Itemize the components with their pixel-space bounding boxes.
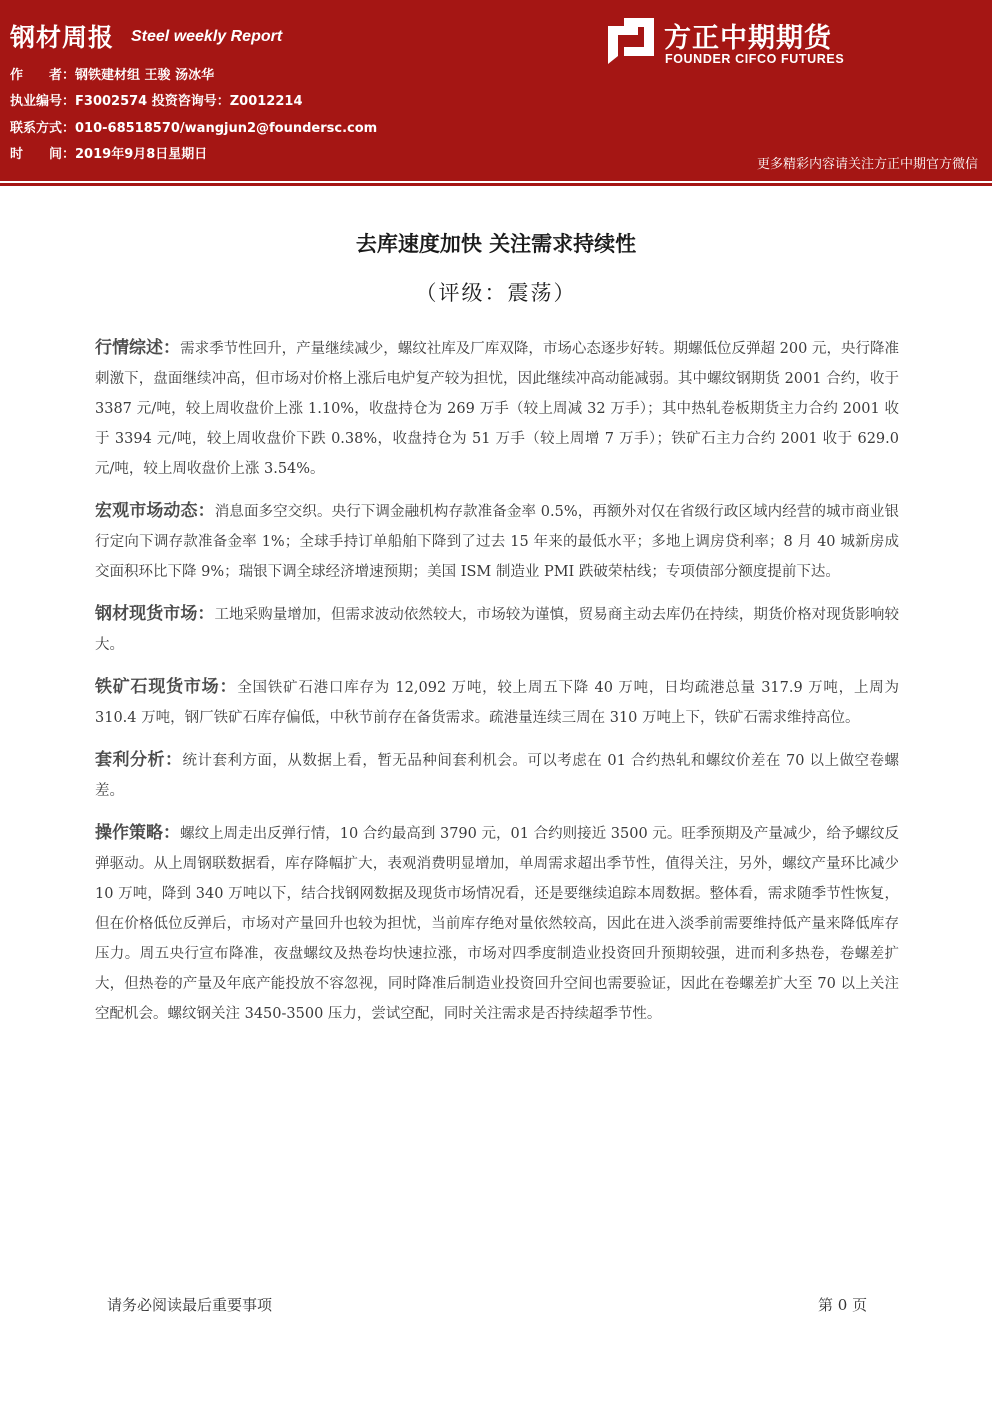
- license-row: [10, 90, 302, 109]
- section-text: 全国铁矿石港口库存为 12,092 万吨，较上周五下降 40 万吨，日均疏港总量 317.9 万吨，上周为 310.4 万吨，钢厂铁矿石库存偏低，中秋节前存在备货需求。疏港量连续三周在 310 万吨上下，铁矿石需求维持高位。: [95, 680, 900, 726]
- header-divider-thin: [0, 183, 992, 186]
- report-header: [0, 0, 992, 175]
- date-value: 2019年9月8日星期日: [75, 147, 208, 162]
- report-title: 钢材周报: [10, 23, 115, 52]
- macro-section: [95, 496, 899, 587]
- license-label: 执业编号：: [10, 94, 76, 109]
- date-row: [10, 143, 207, 162]
- section-text: 螺纹上周走出反弹行情，10 合约最高到 3790 元，01 合约则接近 3500 元。旺季预期及产量减少，给予螺纹反弹驱动。从上周钢联数据看，库存降幅扩大，表观消费明显增加，单周需求超出季节性，值得关注，另外，螺纹产量环比减少 10 万吨，降到 340 万吨以下，结合找钢网数据及现货市场情况看，还是要继续追踪本周数据。整体看，需求随季节性恢复，但在价格低位反弹后，市场对产量回升也较为担忧，当前库存绝对量依然较高，因此在进入淡季前需要维持低产量来降低库存压力。周五央行宣布降准，夜盘螺纹及热卷均快速拉涨，市场对四季度制造业投资回升预期较强，进而利多热卷，卷螺差扩大，但热卷的产量及年底产能投放不容忽视，同时降准后制造业投资回升空间也需要验证，因此在卷螺差扩大至 70 以上关注空配机会。螺纹钢关注 3450-3500 压力，尝试空配，同时关注需求是否持续超季节性。: [95, 826, 900, 1022]
- author-label: 作 者：: [10, 68, 76, 83]
- steel-spot-section: [95, 599, 899, 660]
- market-overview-section: [95, 333, 899, 484]
- section-text: 工地采购量增加，但需求波动依然较大，市场较为谨慎，贸易商主动去库仍在持续，期货价格对现货影响较大。: [95, 607, 900, 653]
- license-value: F3002574 投资咨询号：Z0012214: [75, 94, 303, 109]
- rating: （评级：震荡）: [415, 281, 577, 305]
- section-text: 需求季节性回升，产量继续减少，螺纹社库及厂库双降，市场心态逐步好转。期螺低位反弹超 200 元，央行降准刺激下，盘面继续冲高，但市场对价格上涨后电炉复产较为担忧，因此继续冲高动能减弱。其中螺纹钢期货 2001 合约，收于 3387 元/吨，较上周收盘价上涨 1.10%，收盘持仓为 269 万手（较上周减 32 万手）；其中热轧卷板期货主力合约 2001 收于 3394 元/吨，较上周收盘价下跌 0.38%，收盘持仓为 51 万手（较上周增 7 万手）；铁矿石主力合约 2001 收于 629.0 元/吨，较上周收盘价上涨 3.54%。: [95, 341, 900, 477]
- author-value: 钢铁建材组 王骏 汤冰华: [75, 68, 215, 83]
- date-label: 时 间：: [10, 147, 76, 162]
- section-label: 铁矿石现货市场：: [95, 677, 238, 697]
- strategy-section: [95, 818, 899, 1029]
- section-label: 宏观市场动态：: [95, 501, 215, 521]
- document-title: 去库速度加快 关注需求持续性: [355, 232, 637, 256]
- logo-english-name: FOUNDER CIFCO FUTURES: [665, 52, 845, 66]
- author-row: [10, 64, 214, 83]
- footer-notice: 请务必阅读最后重要事项: [107, 1296, 273, 1314]
- founder-logo-icon: [608, 18, 654, 64]
- page-number: 第 0 页: [818, 1296, 868, 1314]
- contact-value[interactable]: 010-68518570/wangjun2@foundersc.com: [75, 121, 378, 136]
- report-subtitle: Steel weekly Report: [131, 28, 283, 45]
- company-logo: [608, 18, 908, 70]
- section-label: 操作策略：: [95, 823, 181, 843]
- header-divider: [0, 175, 992, 181]
- contact-row: [10, 117, 377, 136]
- section-label: 钢材现货市场：: [95, 604, 215, 624]
- arbitrage-section: [95, 745, 899, 806]
- section-text: 统计套利方面，从数据上看，暂无品种间套利机会。可以考虑在 01 合约热轧和螺纹价差在 70 以上做空卷螺差。: [95, 753, 899, 799]
- iron-ore-section: [95, 672, 899, 733]
- report-body: [95, 333, 899, 1041]
- section-label: 行情综述：: [95, 338, 181, 358]
- section-label: 套利分析：: [95, 750, 183, 770]
- section-text: 消息面多空交织。央行下调金融机构存款准备金率 0.5%，再额外对仅在省级行政区域内经营的城市商业银行定向下调存款准备金率 1%；全球手持订单船舶下降到了过去 15 年来的最低水平；多地上调房贷利率；8 月 40 城新房成交面积环比下降 9%；瑞银下调全球经济增速预期；美国 ISM 制造业 PMI 跌破荣枯线；专项债部分额度提前下达。: [95, 504, 899, 580]
- contact-label: 联系方式：: [10, 121, 76, 136]
- logo-chinese-name: 方正中期期货: [664, 23, 832, 54]
- wechat-note: 更多精彩内容请关注方正中期官方微信: [756, 157, 978, 172]
